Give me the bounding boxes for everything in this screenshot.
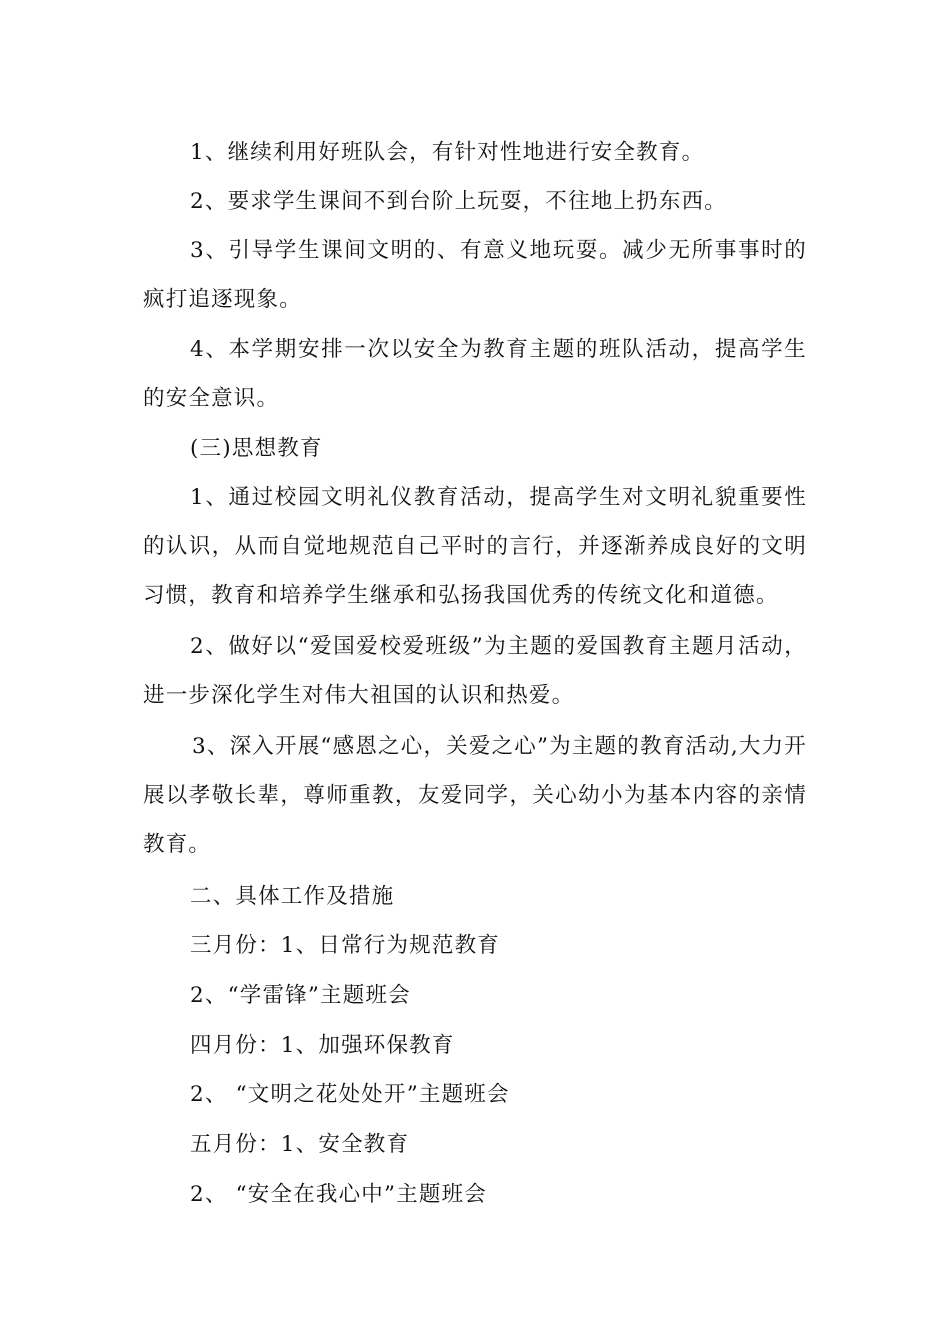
april-item-1: 四月份：1、加强环保教育 [190,1033,455,1058]
paragraph-safety-2: 2、要求学生课间不到台阶上玩耍，不往地上扔东西。 [190,189,727,214]
march-item-1: 三月份：1、日常行为规范教育 [190,933,500,958]
may-item-1: 五月份：1、安全教育 [190,1132,410,1157]
paragraph-safety-4: 4、本学期安排一次以安全为教育主题的班队活动，提高学生的安全意识。 [143,337,807,411]
paragraph-thought-3: 3、深入开展“感恩之心，关爱之心”为主题的教育活动,大力开展以孝敬长辈，尊师重教，友爱同学，关心幼小为基本内容的亲情教育。 [143,734,807,857]
paragraph-thought-2: 2、做好以“爱国爱校爱班级”为主题的爱国教育主题月活动，进一步深化学生对伟大祖国的认识和热爱。 [143,634,807,708]
march-item-2: 2、“学雷锋”主题班会 [190,983,411,1008]
paragraph-thought-1: 1、通过校园文明礼仪教育活动，提高学生对文明礼貌重要性的认识，从而自觉地规范自己平时的言行，并逐渐养成良好的文明习惯，教育和培养学生继承和弘扬我国优秀的传统文化和道德。 [143,485,807,608]
may-item-2: 2、 “安全在我心中”主题班会 [190,1182,487,1207]
paragraph-safety-3: 3、引导学生课间文明的、有意义地玩耍。减少无所事事时的疯打追逐现象。 [143,238,807,312]
april-item-2: 2、 “文明之花处处开”主题班会 [190,1082,510,1107]
section-heading-work-measures: 二、具体工作及措施 [190,884,395,909]
section-heading-thought-education: (三)思想教育 [190,436,323,461]
paragraph-safety-1: 1、继续利用好班队会，有针对性地进行安全教育。 [190,140,705,165]
